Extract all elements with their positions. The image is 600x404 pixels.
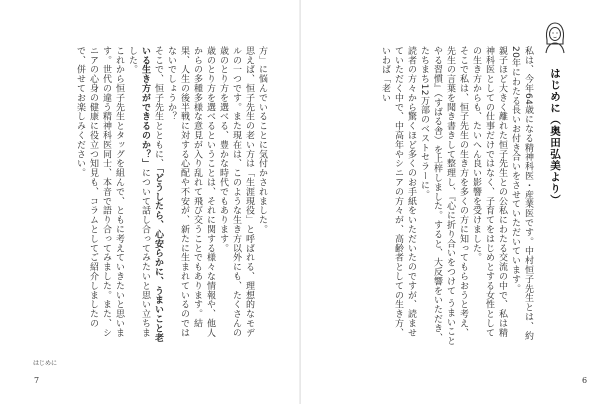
- right-page: [300, 0, 600, 404]
- running-head: はじめに: [33, 360, 58, 367]
- right-page-body: 私は、今年64歳になる精神科医・産業医です。中村恒子先生とは、約20年にわたる長いお付き合いをさせていただいています。 親子ほど大きく離れた恒子先生との公私にわたる交流の中で、私は精神科医としての仕事だけではなく、子育てをはじめとする女性としての生き方からも、たいへん良い影響を受けました。 そこで私は、恒子先生の生き方を多くの方に知ってもらおうと考え、先生の言葉を聞き書きして整理し、『心に折り合いをつけて うまいことやる習慣』（すばる舎）を上梓しました。すると、大反響をいただき、たちまち12万部のベストセラーに。 読者の方々から驚くほど多くのお手紙をいただいたのですが、読ませていただく中で、中高年やシニアの方々が、高齢者としての生き方、いわば「老い: [380, 46, 533, 346]
- left-body-end: について話し合ってみたいと思い立ちました。 これから恒子先生とタッグを組んで、ともに考えていきたいと思います。世代の違う精神科医同士、本音で語り合ってみました。また、シニアの心身の健康に役立つ知見も、コラムとしてご紹介しましたので、併せてお楽しみください。: [75, 46, 150, 338]
- left-page-body: [38, 46, 268, 346]
- page-number-right: 6: [582, 376, 588, 385]
- page-number-left: 7: [34, 376, 40, 385]
- left-body-bold-phrase: 「どうしたら、心安らかに、うまいこと老いる生き方ができるのか？」: [140, 46, 163, 343]
- woman-portrait-icon: [541, 20, 569, 54]
- section-heading: はじめに（奥田弘美より）: [549, 68, 561, 206]
- left-body-start: 方」に悩んでいることに気付かされました。 思えば、恒子先生の老い方は「生涯現役」と呼ばれる、理想的なモデルの一つです。また現在は、このような生き方以外にも、たくさんの歳のとり方を選べる、豊かな時代でもあります。 歳のとり方を選べるということは、それに関する様々な情報や、他人からの多種多様な意見が入り乱れて飛び交うことでもあります。結果、人生の後半戦に対する心配や不安が、新たに生まれているのではないでしょうか？ そこで、恒子先生とともに、: [153, 46, 267, 338]
